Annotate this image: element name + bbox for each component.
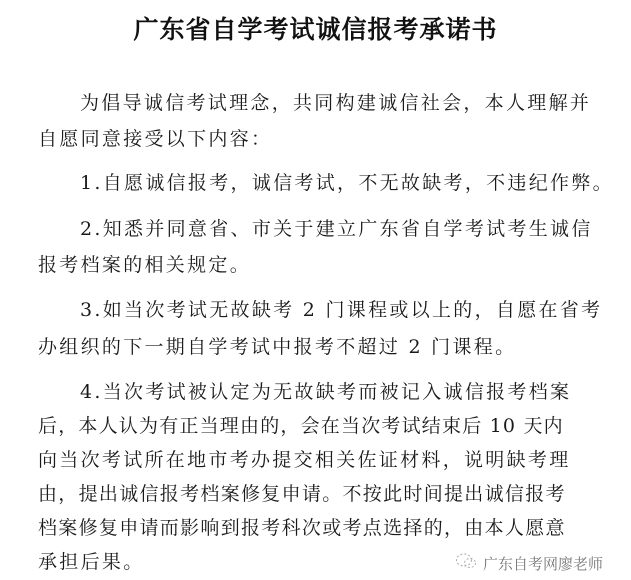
wechat-icon bbox=[455, 552, 477, 574]
body-line: 承担后果。 bbox=[38, 551, 145, 573]
document-title: 广东省自学考试诚信报考承诺书 bbox=[133, 15, 498, 44]
watermark-text: 广东自考网廖老师 bbox=[483, 554, 604, 573]
body-line: 向当次考试所在地市考办提交相关佐证材料，说明缺考理 bbox=[38, 449, 571, 471]
item-1: 1.自愿诚信报考，诚信考试，不无故缺考，不违纪作弊。 bbox=[80, 172, 614, 194]
item-3: 3.如当次考试无故缺考 2 门课程或以上的，自愿在省考 bbox=[80, 299, 603, 321]
body-line: 报考档案的相关规定。 bbox=[38, 254, 252, 276]
item-2: 2.知悉并同意省、市关于建立广东省自学考试考生诚信 bbox=[80, 218, 593, 240]
body-line: 为倡导诚信考试理念，共同构建诚信社会，本人理解并 bbox=[80, 92, 592, 114]
body-line: 后，本人认为有正当理由的，会在当次考试结束后 10 天内 bbox=[38, 415, 564, 437]
item-4: 4.当次考试被认定为无故缺考而被记入诚信报考档案 bbox=[80, 381, 572, 403]
watermark bbox=[455, 552, 603, 574]
body-line: 由，提出诚信报考档案修复申请。不按此时间提出诚信报考 bbox=[38, 483, 566, 505]
body-line: 自愿同意接受以下内容： bbox=[38, 128, 273, 150]
body-line: 办组织的下一期自学考试中报考不超过 2 门课程。 bbox=[38, 336, 517, 358]
body-line: 档案修复申请而影响到报考科次或考点选择的，由本人愿意 bbox=[38, 517, 566, 539]
